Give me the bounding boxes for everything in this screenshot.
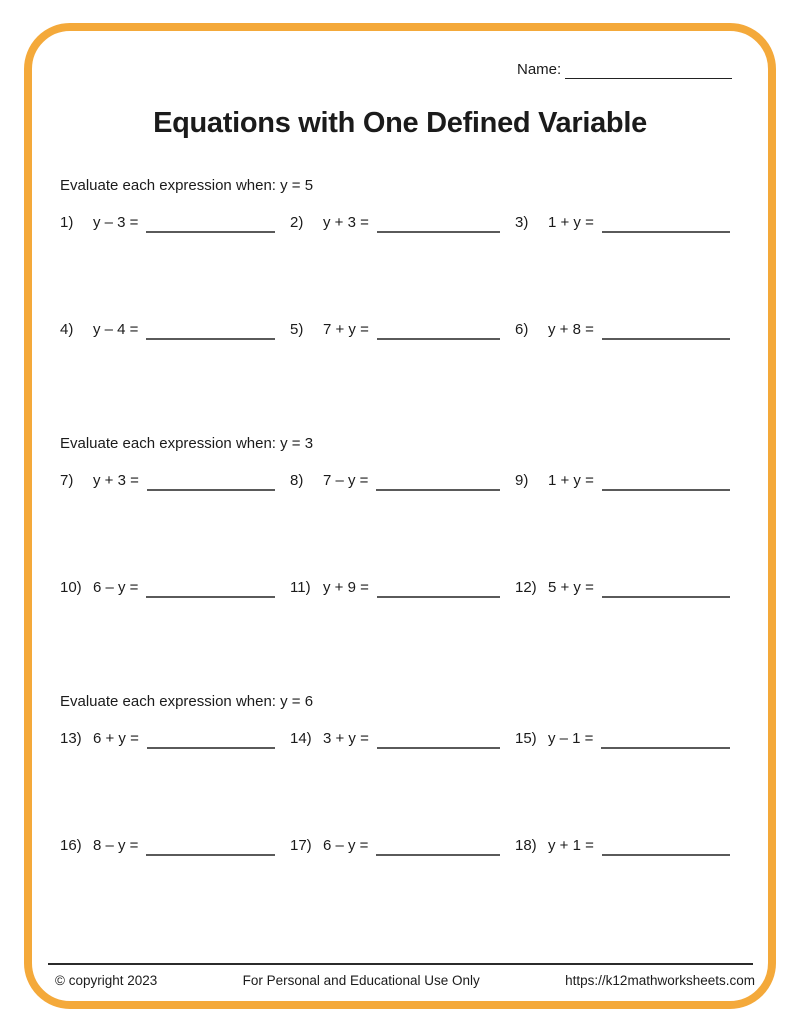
problem-11 bbox=[290, 574, 500, 598]
problem-number: 7) bbox=[60, 472, 74, 489]
problem-number: 1) bbox=[60, 214, 74, 231]
section-y-equals-6 bbox=[0, 692, 800, 872]
problem-10 bbox=[60, 574, 275, 598]
problem-number: 18) bbox=[515, 837, 537, 854]
problem-number: 16) bbox=[60, 837, 82, 854]
problem-expression: y + 8 = bbox=[548, 321, 594, 338]
answer-blank[interactable] bbox=[602, 218, 730, 233]
problem-row bbox=[0, 209, 800, 233]
problem-expression: 1 + y = bbox=[548, 472, 594, 489]
problem-expression: 7 + y = bbox=[323, 321, 369, 338]
problem-12 bbox=[515, 574, 730, 598]
problem-expression: y – 1 = bbox=[548, 730, 594, 747]
problem-number: 14) bbox=[290, 730, 312, 747]
problem-number: 11) bbox=[290, 579, 311, 596]
problem-number: 9) bbox=[515, 472, 529, 489]
answer-blank[interactable] bbox=[376, 476, 500, 491]
problem-number: 17) bbox=[290, 837, 312, 854]
answer-blank[interactable] bbox=[377, 734, 500, 749]
problem-expression: 6 + y = bbox=[93, 730, 139, 747]
problem-14 bbox=[290, 725, 500, 749]
footer bbox=[55, 972, 755, 989]
problem-8 bbox=[290, 467, 500, 491]
answer-blank[interactable] bbox=[147, 734, 275, 749]
section-instruction: Evaluate each expression when: y = 3 bbox=[60, 435, 314, 452]
answer-blank[interactable] bbox=[602, 841, 730, 856]
problem-expression: y + 9 = bbox=[323, 579, 369, 596]
problem-number: 13) bbox=[60, 730, 82, 747]
answer-blank[interactable] bbox=[376, 841, 500, 856]
problem-number: 10) bbox=[60, 579, 82, 596]
problem-number: 2) bbox=[290, 214, 304, 231]
answer-blank[interactable] bbox=[601, 734, 730, 749]
section-instruction: Evaluate each expression when: y = 5 bbox=[60, 177, 314, 194]
problem-13 bbox=[60, 725, 275, 749]
problem-18 bbox=[515, 832, 730, 856]
name-blank[interactable] bbox=[565, 63, 732, 79]
problem-3 bbox=[515, 209, 730, 233]
problem-number: 8) bbox=[290, 472, 304, 489]
problem-expression: 7 – y = bbox=[323, 472, 369, 489]
answer-blank[interactable] bbox=[602, 476, 730, 491]
problem-row bbox=[0, 467, 800, 491]
problem-6 bbox=[515, 316, 730, 340]
problem-expression: 8 – y = bbox=[93, 837, 139, 854]
answer-blank[interactable] bbox=[147, 476, 275, 491]
problem-17 bbox=[290, 832, 500, 856]
problem-number: 15) bbox=[515, 730, 537, 747]
name-field-row bbox=[517, 58, 732, 79]
answer-blank[interactable] bbox=[146, 218, 275, 233]
problem-expression: y – 3 = bbox=[93, 214, 139, 231]
problem-15 bbox=[515, 725, 730, 749]
problem-row bbox=[0, 574, 800, 598]
page-title: Equations with One Defined Variable bbox=[153, 107, 647, 139]
problem-row bbox=[0, 832, 800, 856]
problem-9 bbox=[515, 467, 730, 491]
problem-number: 4) bbox=[60, 321, 74, 338]
problem-number: 12) bbox=[515, 579, 537, 596]
website-url: https://k12mathworksheets.com bbox=[565, 973, 755, 988]
footer-divider bbox=[48, 963, 753, 965]
answer-blank[interactable] bbox=[146, 583, 275, 598]
problem-expression: 3 + y = bbox=[323, 730, 369, 747]
problem-number: 3) bbox=[515, 214, 529, 231]
problem-4 bbox=[60, 316, 275, 340]
problem-expression: y + 3 = bbox=[93, 472, 139, 489]
answer-blank[interactable] bbox=[146, 325, 275, 340]
section-instruction: Evaluate each expression when: y = 6 bbox=[60, 693, 314, 710]
problem-expression: 5 + y = bbox=[548, 579, 594, 596]
answer-blank[interactable] bbox=[377, 218, 500, 233]
usage-text: For Personal and Educational Use Only bbox=[242, 973, 480, 988]
name-label: Name: bbox=[517, 61, 562, 78]
problem-expression: 6 – y = bbox=[323, 837, 369, 854]
problem-expression: y + 3 = bbox=[323, 214, 369, 231]
problem-16 bbox=[60, 832, 275, 856]
problem-expression: y + 1 = bbox=[548, 837, 594, 854]
answer-blank[interactable] bbox=[146, 841, 275, 856]
problem-row bbox=[0, 316, 800, 340]
problem-expression: y – 4 = bbox=[93, 321, 139, 338]
problem-5 bbox=[290, 316, 500, 340]
answer-blank[interactable] bbox=[377, 325, 500, 340]
answer-blank[interactable] bbox=[602, 583, 730, 598]
problem-7 bbox=[60, 467, 275, 491]
problem-number: 6) bbox=[515, 321, 529, 338]
problem-1 bbox=[60, 209, 275, 233]
problem-number: 5) bbox=[290, 321, 304, 338]
copyright-text: © copyright 2023 bbox=[55, 973, 158, 988]
answer-blank[interactable] bbox=[602, 325, 730, 340]
answer-blank[interactable] bbox=[377, 583, 500, 598]
problem-expression: 6 – y = bbox=[93, 579, 139, 596]
section-y-equals-3 bbox=[0, 434, 800, 614]
problem-row bbox=[0, 725, 800, 749]
problem-expression: 1 + y = bbox=[548, 214, 594, 231]
section-y-equals-5 bbox=[0, 176, 800, 356]
problem-2 bbox=[290, 209, 500, 233]
